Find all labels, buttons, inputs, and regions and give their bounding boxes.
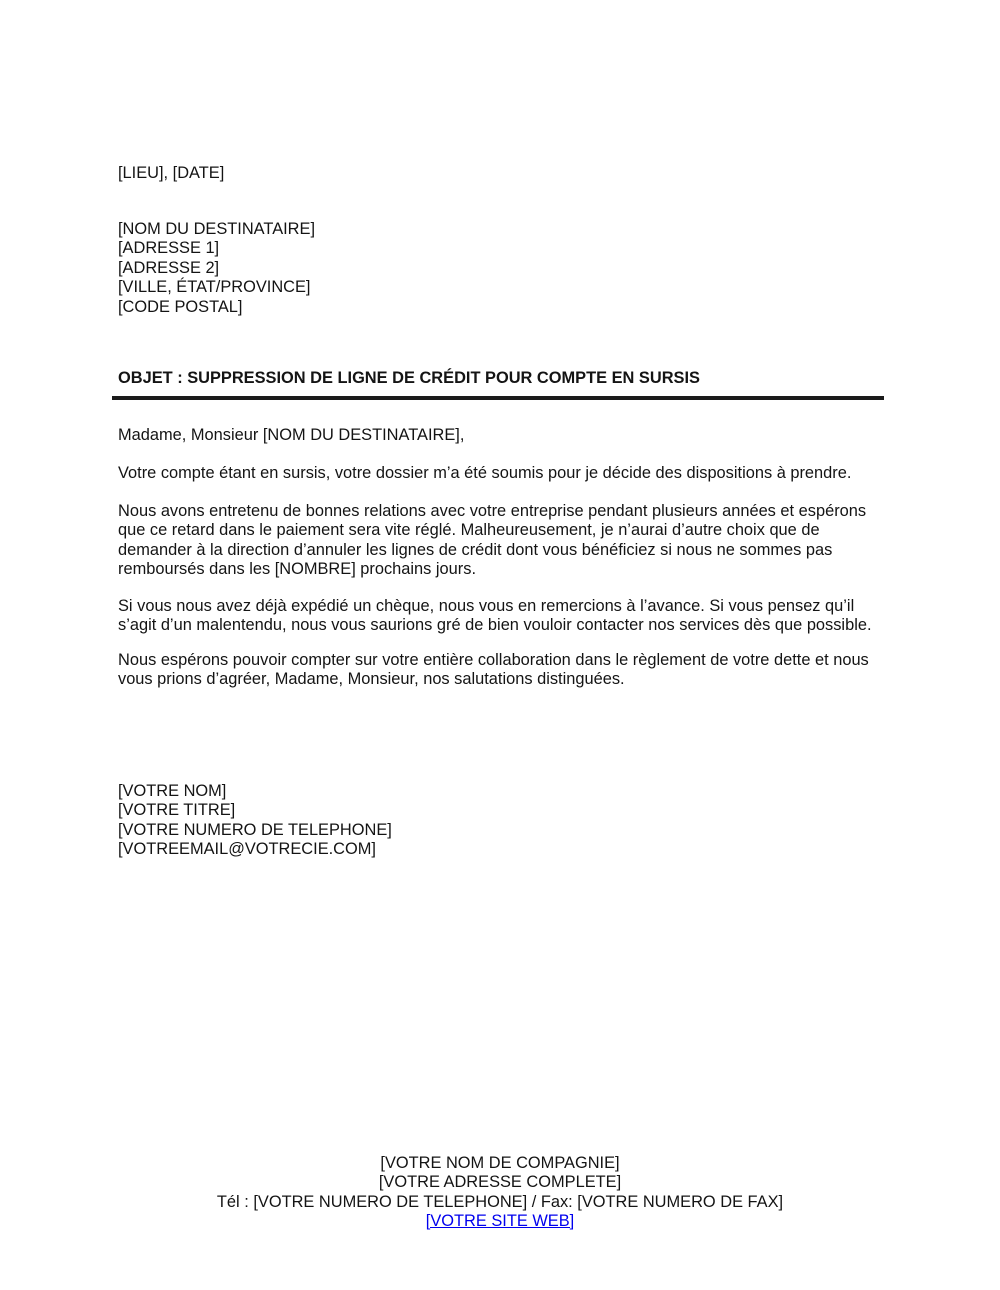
sender-email: [VOTREEMAIL@VOTRECIE.COM] <box>118 840 376 859</box>
footer-block <box>0 1154 1000 1232</box>
recipient-postal-code: [CODE POSTAL] <box>118 297 243 316</box>
salutation: Madame, Monsieur [NOM DU DESTINATAIRE], <box>118 426 465 444</box>
subject-line: OBJET : SUPPRESSION DE LIGNE DE CRÉDIT POUR COMPTE EN SURSIS <box>118 369 700 387</box>
recipient-city-state: [VILLE, ÉTAT/PROVINCE] <box>118 278 311 297</box>
sender-phone: [VOTRE NUMERO DE TELEPHONE] <box>118 820 392 839</box>
recipient-address-2: [ADRESSE 2] <box>118 258 220 277</box>
recipient-block <box>118 220 884 317</box>
footer-company-address: [VOTRE ADRESSE COMPLETE] <box>378 1173 622 1192</box>
signature-block <box>118 782 884 860</box>
footer-company-name: [VOTRE NOM DE COMPAGNIE] <box>380 1154 620 1172</box>
footer-phone-fax: Tél : [VOTRE NUMERO DE TELEPHONE] / Fax: [VOTRE NUMERO DE FAX] <box>216 1192 784 1211</box>
body-paragraph-2: Nous avons entretenu de bonnes relations avec votre entreprise pendant plusieurs années et espérons que ce retard dans le paiement sera vite réglé. Malheureusement, je n’aurai d’autre choix que de demander à la direction d’annuler les lignes de crédit dont vous bénéficiez si nous ne sommes pas remboursés dans les [NOMBRE] prochains jours. <box>118 502 867 579</box>
sender-name: [VOTRE NOM] <box>118 782 227 800</box>
footer-website-row <box>0 1212 1000 1231</box>
body-paragraph-4: Nous espérons pouvoir compter sur votre entière collaboration dans le règlement de votre dette et nous vous prions d’agréer, Madame, Monsieur, nos salutations distinguées. <box>118 651 869 689</box>
recipient-address-1: [ADRESSE 1] <box>118 239 220 258</box>
sender-title: [VOTRE TITRE] <box>118 801 236 820</box>
date-line: [LIEU], [DATE] <box>118 164 225 182</box>
recipient-name: [NOM DU DESTINATAIRE] <box>118 220 315 238</box>
subject-underline-rule <box>112 396 884 400</box>
website-link[interactable]: [VOTRE SITE WEB] <box>425 1212 575 1231</box>
body-paragraph-3: Si vous nous avez déjà expédié un chèque, nous vous en remercions à l’avance. Si vous pensez qu’il s’agit d’un malentendu, nous vous saurions gré de bien vouloir contacter nos services dès que possible. <box>118 597 872 635</box>
body-paragraph-1: Votre compte étant en sursis, votre dossier m’a été soumis pour je décide des dispositions à prendre. <box>118 464 852 482</box>
